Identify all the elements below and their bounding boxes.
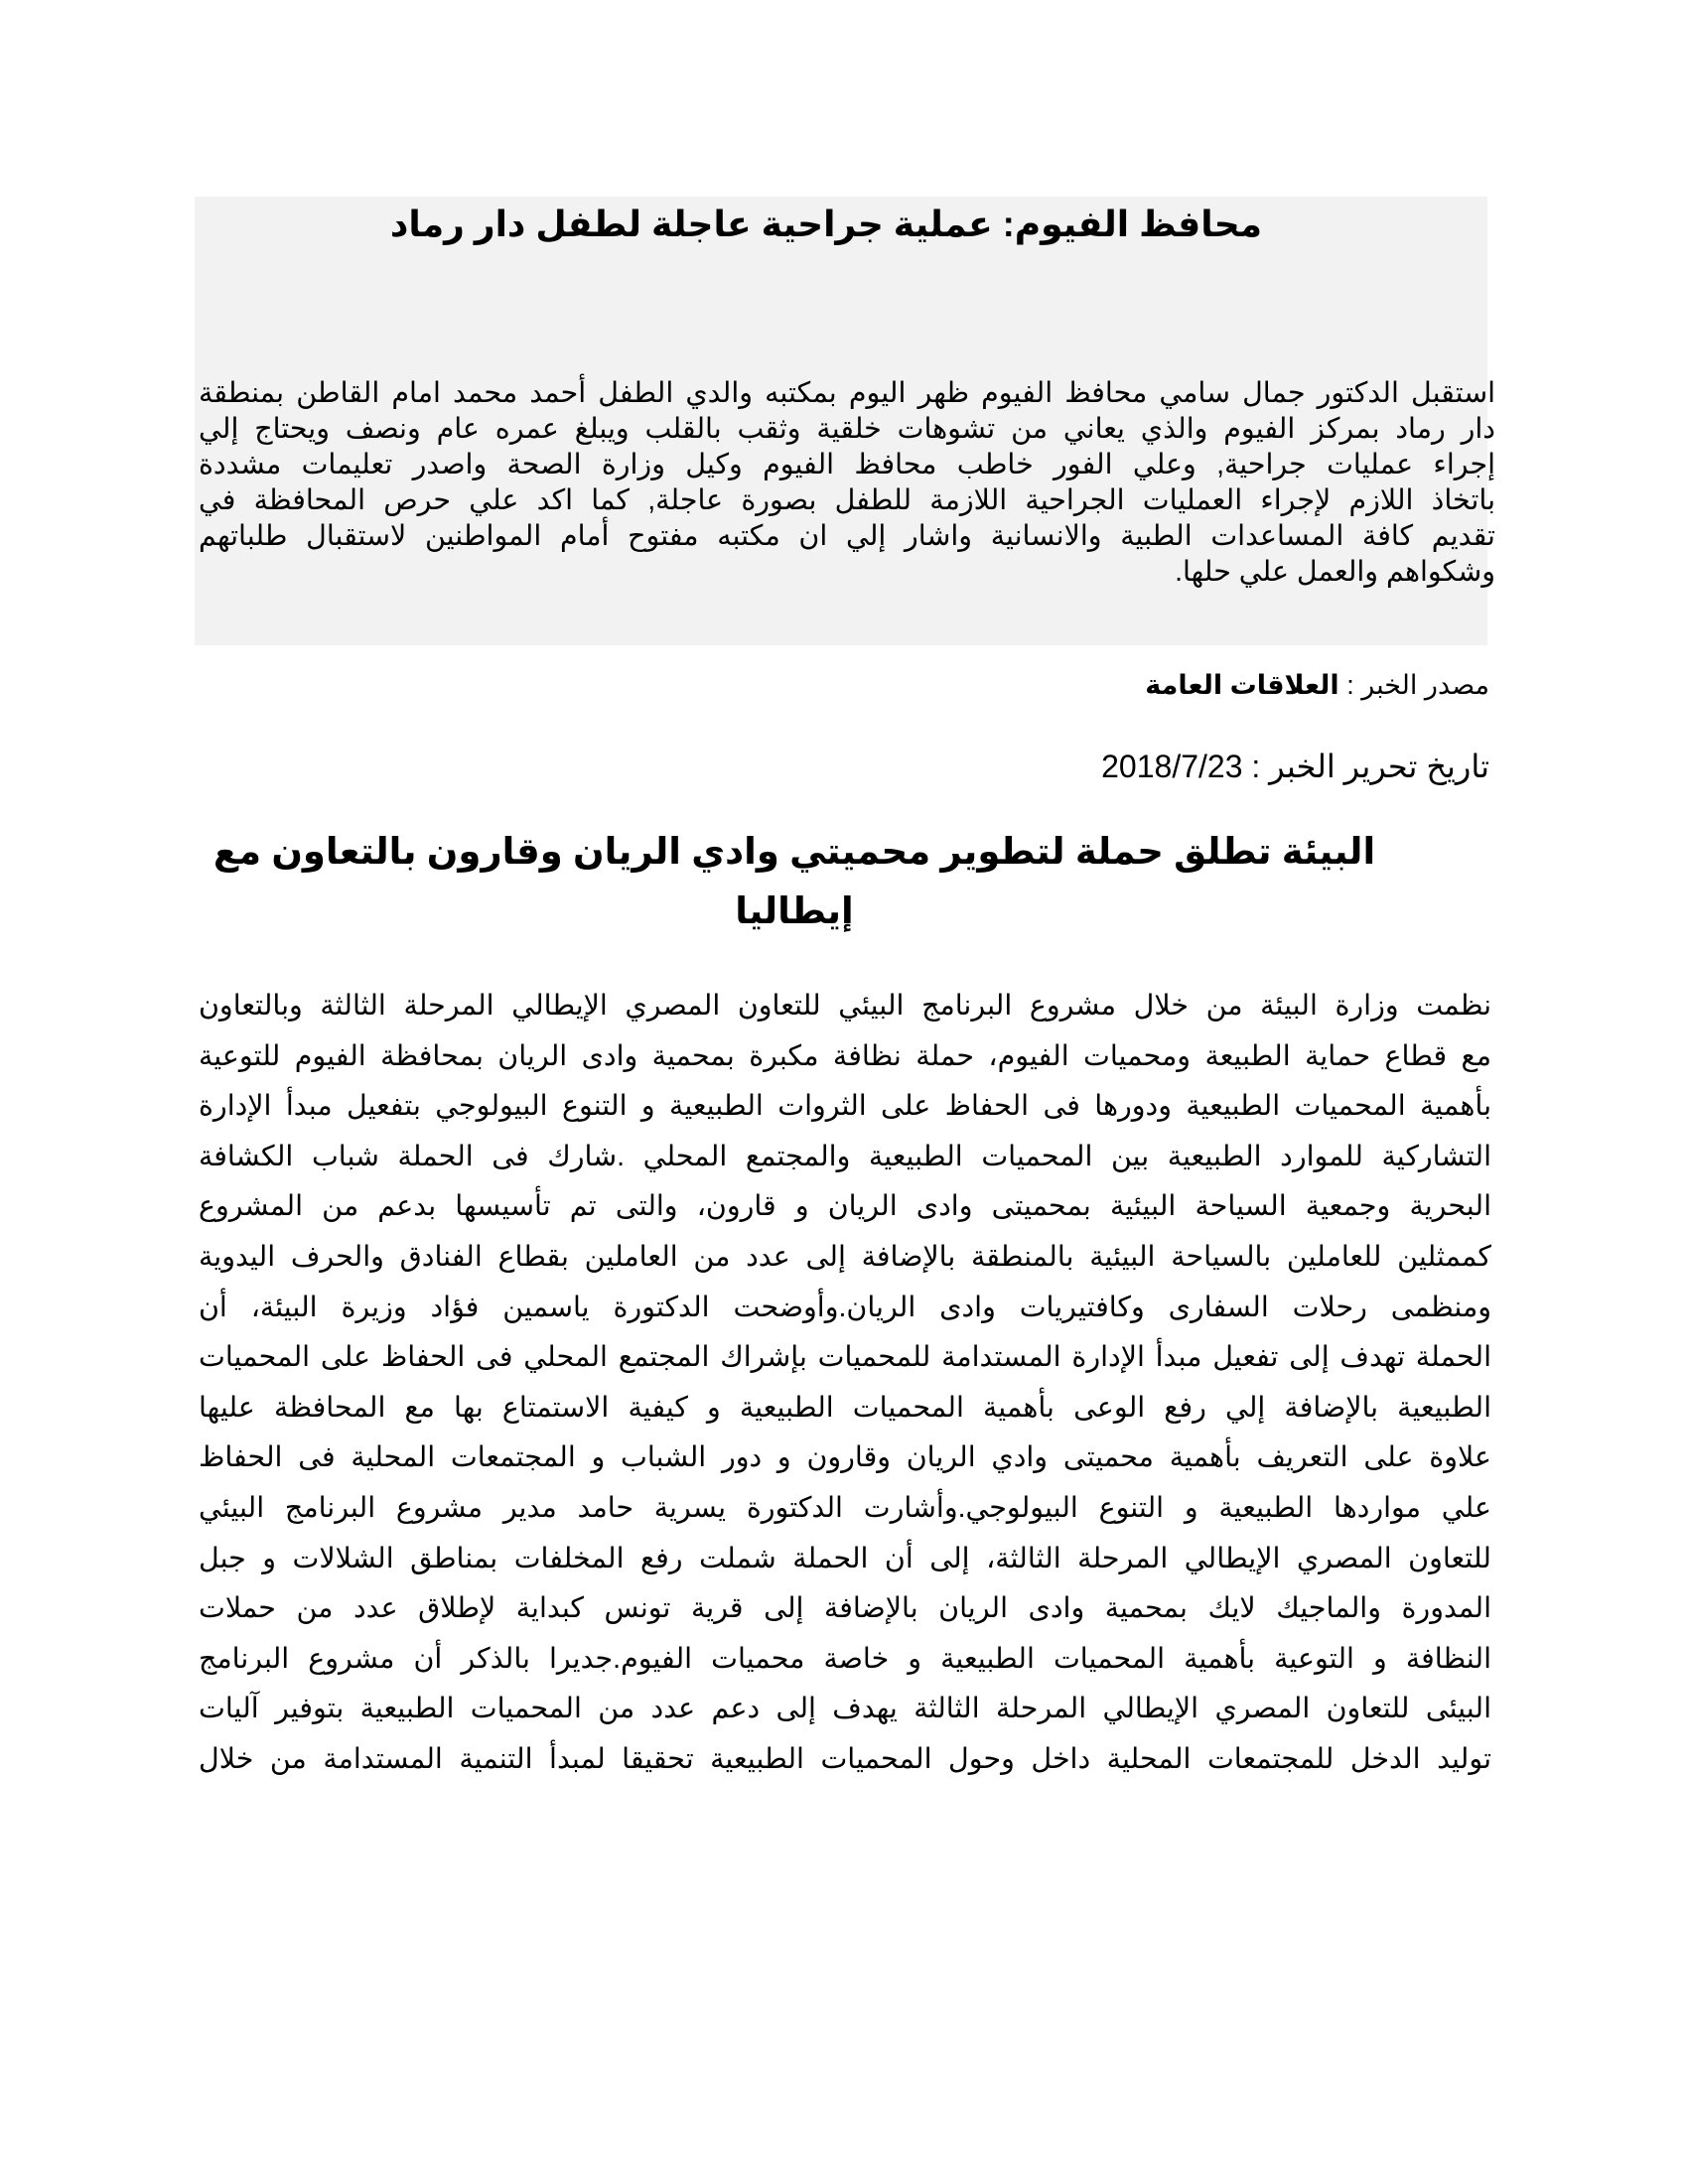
article1-body-line: تقديم كافة المساعدات الطبية والانسانية واشار إلي ان مكتبه مفتوح أمام المواطنين لاستقبال طلباتهم (199, 520, 1495, 552)
news-date-value: 2018/7/23 (1101, 749, 1243, 784)
article2-body-line: البيئى للتعاون المصري الإيطالي المرحلة الثالثة يهدف إلى دعم عدد من المحميات الطبيعية بتوفير آليات (199, 1693, 1491, 1725)
article2-body-line: علي مواردها الطبيعية و التنوع البيولوجي.وأشارت الدكتورة يسرية حامد مدير مشروع البرنامج البيئي (199, 1491, 1491, 1524)
news-date (1101, 745, 1489, 788)
article2-body-line: ومنظمى رحلات السفارى وكافتيريات وادى الريان.وأوضحت الدكتورة ياسمين فؤاد وزيرة البيئة، أن (199, 1291, 1491, 1323)
article2-body-line: النظافة و التوعية بأهمية المحميات الطبيعية و خاصة محميات الفيوم.جديرا بالذكر أن مشروع البرنامج (199, 1642, 1491, 1675)
article1-title: محافظ الفيوم: عملية جراحية عاجلة لطفل دار رماد (389, 204, 1262, 244)
article2-body-line: التشاركية للموارد الطبيعية بين المحميات الطبيعية والمجتمع المحلي .شارك فى الحملة شباب الكشافة (199, 1140, 1491, 1172)
article2-body-line: كممثلين للعاملين بالسياحة البيئية بالمنطقة بالإضافة إلى عدد من العاملين بقطاع الفنادق والحرف اليدوية (199, 1240, 1491, 1273)
article1-body-line: إجراء عمليات جراحية, وعلي الفور خاطب محافظ الفيوم وكيل وزارة الصحة واصدر تعليمات مشددة (199, 449, 1495, 480)
article1-body-line: وشكواهم والعمل علي حلها. (1175, 556, 1495, 588)
article2-body-line: توليد الدخل للمجتمعات المحلية داخل وحول المحميات الطبيعية تحقيقا لمبدأ التنمية المستدامة من خلال (199, 1742, 1491, 1775)
article2-body-line: نظمت وزارة البيئة من خلال مشروع البرنامج البيئي للتعاون المصري الإيطالي المرحلة الثالثة وبالتعاون (199, 990, 1491, 1022)
article2-body-line: علاوة على التعريف بأهمية محميتى وادي الريان وقارون و دور الشباب و المجتمعات المحلية فى الحفاظ (199, 1441, 1491, 1474)
article2-body-line: بأهمية المحميات الطبيعية ودورها فى الحفاظ على الثروات الطبيعية و التنوع البيولوجي بتفعيل مبدأ الإدارة (199, 1090, 1491, 1123)
news-date-label: تاريخ تحرير الخبر : (1251, 749, 1489, 784)
article2-title: البيئة تطلق حملة لتطوير محميتي وادي الريان وقارون بالتعاون مع إيطاليا (212, 831, 1376, 931)
article1-body-line: باتخاذ اللازم لإجراء العمليات الجراحية اللازمة للطفل بصورة عاجلة, كما اكد علي حرص المحافظة في (199, 484, 1495, 516)
article2-body (199, 981, 1491, 1785)
article2-body-line: للتعاون المصري الإيطالي المرحلة الثالثة، إلى أن الحملة شملت رفع المخلفات بمناطق الشلالات و جبل (199, 1542, 1491, 1574)
article1-body-line: استقبل الدكتور جمال سامي محافظ الفيوم ظهر اليوم بمكتبه والدي الطفل أحمد محمد امام القاطن بمنطقة (199, 377, 1495, 409)
article1-body (199, 375, 1495, 590)
article1-body-line: دار رماد بمركز الفيوم والذي يعاني من تشوهات خلقية وثقب بالقلب ويبلغ عمره عام ونصف ويحتاج إلي (199, 413, 1495, 445)
article2-body-line: مع قطاع حماية الطبيعة ومحميات الفيوم، حملة نظافة مكبرة بمحمية وادى الريان بمحافظة الفيوم للتوعية (199, 1039, 1491, 1072)
article2-body-line: البحرية وجمعية السياحة البيئية بمحميتى وادى الريان و قارون، والتى تم تأسيسها بدعم من المشروع (199, 1190, 1491, 1223)
article2-body-line: الطبيعية بالإضافة إلي رفع الوعى بأهمية المحميات الطبيعية و كيفية الاستمتاع بها مع المحافظة عليها (199, 1391, 1491, 1424)
news-source (1145, 665, 1489, 705)
article2-body-line: المدورة والماجيك لايك بمحمية وادى الريان بالإضافة إلى قرية تونس كبداية لإطلاق عدد من حملات (199, 1592, 1491, 1625)
news-source-value: العلاقات العامة (1145, 670, 1339, 700)
news-source-label: مصدر الخبر : (1346, 670, 1489, 700)
article2-body-line: الحملة تهدف إلى تفعيل مبدأ الإدارة المستدامة للمحميات بإشراك المجتمع المحلي فى الحفاظ على المحميات (199, 1341, 1491, 1374)
